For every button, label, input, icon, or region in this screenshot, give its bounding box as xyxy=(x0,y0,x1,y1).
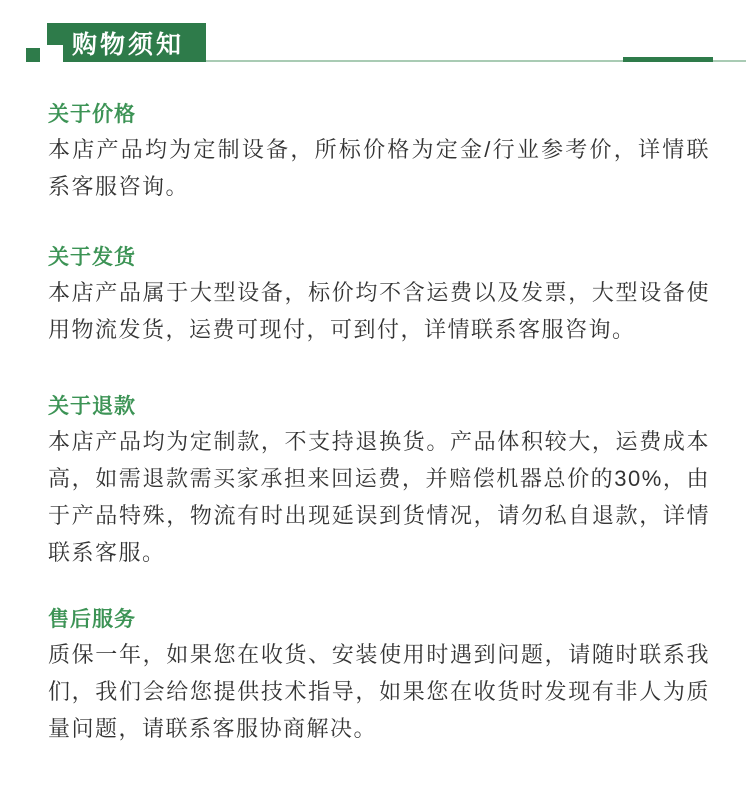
section-body-pricing: 本店产品均为定制设备，所标价格为定金/行业参考价，详情联系客服咨询。 xyxy=(48,137,710,199)
header-divider-accent-bar xyxy=(623,57,713,62)
section-heading-shipping: 关于发货 xyxy=(48,246,136,269)
section-heading-refund: 关于退款 xyxy=(48,395,136,418)
section-body-refund: 本店产品均为定制款，不支持退换货。产品体积较大，运费成本高，如需退款需买家承担来回运费，并赔偿机器总价的30%，由于产品特殊，物流有时出现延误到货情况，请勿私自退款，详情联系客服。 xyxy=(48,429,710,565)
title-banner xyxy=(47,23,206,62)
page-title: 购物须知 xyxy=(71,30,184,59)
section-heading-pricing: 关于价格 xyxy=(48,103,136,126)
banner-notch xyxy=(47,45,63,62)
notice-section-pricing xyxy=(48,104,710,205)
section-body-shipping: 本店产品属于大型设备，标价均不含运费以及发票，大型设备使用物流发货，运费可现付，可到付，详情联系客服咨询。 xyxy=(48,280,710,342)
section-body-aftersales: 质保一年，如果您在收货、安装使用时遇到问题，请随时联系我们，我们会给您提供技术指导，如果您在收货时发现有非人为质量问题，请联系客服协商解决。 xyxy=(48,642,710,741)
notice-header xyxy=(0,0,750,62)
notice-section-refund xyxy=(48,396,710,571)
notice-section-aftersales xyxy=(48,609,710,747)
section-heading-aftersales: 售后服务 xyxy=(48,608,136,631)
notice-section-shipping xyxy=(48,247,710,348)
notice-content xyxy=(0,104,750,747)
deco-square xyxy=(26,48,40,62)
